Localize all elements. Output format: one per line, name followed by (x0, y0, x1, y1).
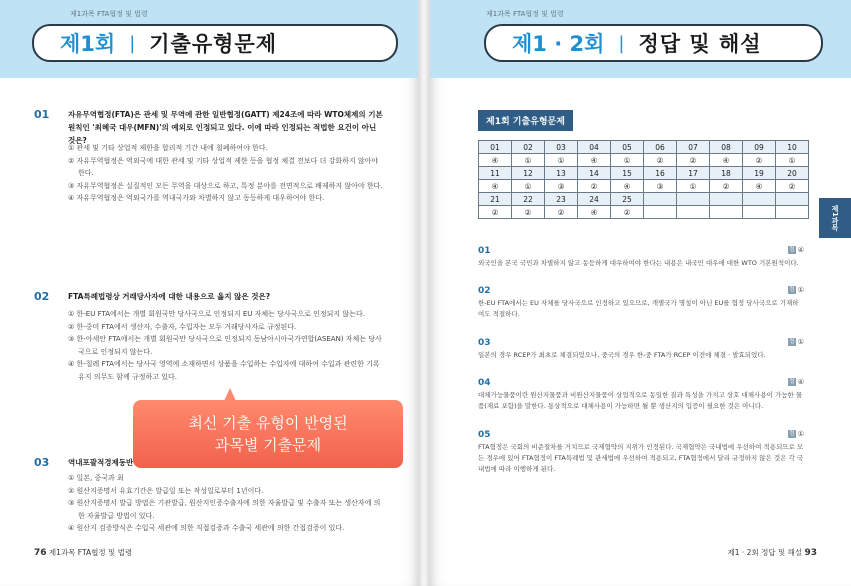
explanation-text: FTA협정은 국회의 비준절차를 거치므로 국제협약의 지위가 인정된다. 국제협약은 국내법에 우선하여 적용되므로 모든 경우에 있어 FTA협정이 FTA특례법 및 관세법에 우선하여 적용되고, FTA협정에서 달리 규정하지 않은 것은 각 국내법에 따라 이행하게 된다. (478, 443, 804, 473)
left-title-text: 기출유형문제 (149, 32, 277, 56)
answer-cell (776, 206, 809, 219)
answer-cell: 17 (677, 167, 710, 180)
answer-cell: 09 (743, 141, 776, 154)
option-2: ② 원산지증명서 유효기간은 발급일 또는 작성일로부터 1년이다. (68, 486, 264, 495)
answer-cell: ② (677, 154, 710, 167)
option-2: ② 자유무역협정은 역외국에 대한 관세 및 기타 상업적 제한 등을 협정 체결 전보다 더 강화하지 않아야 한다. (68, 156, 379, 177)
option-1: ① 관세 및 기타 상업적 제한을 합리적 기간 내에 철폐하여야 한다. (68, 144, 268, 152)
answer-cell: ④ (578, 154, 611, 167)
answer-value-row (479, 180, 809, 193)
answer-cell (710, 206, 743, 219)
left-running-head: 제1과목 FTA협정 및 법령 (70, 10, 148, 18)
answer-cell: ① (776, 154, 809, 167)
answer-cell (644, 193, 677, 206)
book-gutter (418, 0, 430, 586)
option-3: ③ 자유무역협정은 실질적인 모든 무역을 대상으로 하고, 특정 분야를 전면적으로 배제하지 않아야 한다. (68, 181, 383, 190)
answer-cell: ② (578, 180, 611, 193)
answer-cell: ② (479, 206, 512, 219)
promo-callout (133, 400, 403, 468)
question-number: 03 (34, 456, 50, 469)
answer-cell: ④ (743, 180, 776, 193)
answer-cell: 16 (644, 167, 677, 180)
answer-tag-icon: 정 (788, 430, 795, 437)
title-divider: | (129, 32, 136, 54)
right-footer (728, 547, 817, 558)
answer-value-row (479, 206, 809, 219)
explanation-number: 01 (478, 246, 491, 256)
answer-tag-icon: 정 (788, 378, 795, 385)
right-page-number: 93 (804, 548, 817, 558)
option-4: ④ 한-칠레 FTA에서는 당사국 영역에 소재하면서 상품을 수입하는 수입자에 대하여 수입과 관련한 기록유지 의무도 함께 규정하고 있다. (68, 360, 380, 381)
answer-cell: ④ (611, 180, 644, 193)
answer-cell: 01 (479, 141, 512, 154)
answer-cell (677, 206, 710, 219)
answer-cell: ③ (644, 180, 677, 193)
answer-cell: ② (512, 206, 545, 219)
answer-cell: ② (710, 180, 743, 193)
question-options (68, 308, 386, 383)
right-title-text: 정답 및 해설 (638, 32, 762, 56)
answer-cell: 18 (710, 167, 743, 180)
explanation-answer: 정 ① (788, 338, 804, 346)
option-4: ④ 자유무역협정은 역외국가를 역내국가와 차별하지 않고 동등하게 대우하여야 한다. (68, 194, 325, 202)
answer-tag-icon: 정 (788, 246, 795, 253)
right-footer-text: 제1 · 2회 정답 및 해설 (727, 548, 803, 557)
answer-cell: 06 (644, 141, 677, 154)
answer-cell: 22 (512, 193, 545, 206)
option-2: ② 한-중미 FTA에서 생산자, 수출자, 수입자는 모두 거래당사자로 규정된다. (68, 322, 297, 331)
answer-value-row (479, 154, 809, 167)
answer-cell: 20 (776, 167, 809, 180)
explanation-03 (478, 338, 804, 361)
answer-cell: ② (743, 154, 776, 167)
answer-cell: ④ (710, 154, 743, 167)
answer-cell: 04 (578, 141, 611, 154)
answer-cell: 05 (611, 141, 644, 154)
answer-cell: 23 (545, 193, 578, 206)
answer-cell (743, 193, 776, 206)
chapter-side-tab[interactable]: 제1과목 (819, 198, 851, 238)
explanation-02 (478, 286, 804, 320)
answer-cell: ④ (578, 206, 611, 219)
answer-cell: ② (545, 206, 578, 219)
right-page (430, 0, 851, 586)
explanation-answer: 정 ④ (788, 246, 804, 254)
option-3: ③ 원산지증명서 발급 방법은 기관발급, 원산지인증수출자에 의한 자율발급 및 수출자 또는 생산자에 의한 자율발급 방법이 있다. (68, 499, 381, 520)
section-label: 제1회 기출유형문제 (478, 110, 573, 131)
explanation-text: 한-EU FTA에서는 EU 자체를 당사국으로 인정하고 있으므로, 개별국가 명칭이 아닌 EU를 협정 당사국으로 기재하여도 적절하다. (478, 299, 799, 318)
explanation-answer: 정 ① (788, 430, 804, 438)
answer-cell (677, 193, 710, 206)
question-text: 역내포괄적경제동반 (68, 458, 134, 467)
left-page-number: 76 (34, 548, 47, 558)
left-footer (34, 547, 132, 558)
answer-cell: ④ (479, 180, 512, 193)
answer-cell: ① (545, 154, 578, 167)
answer-cell: ③ (545, 180, 578, 193)
answer-cell: ② (611, 206, 644, 219)
explanation-04 (478, 378, 804, 412)
answer-cell (776, 193, 809, 206)
answer-cell: 25 (611, 193, 644, 206)
explanation-text: 일본의 경우 RCEP가 최초로 체결되었으나, 중국의 경우 한-중 FTA가 RCEP 이전에 체결 · 발효되었다. (478, 351, 766, 359)
answer-cell: 08 (710, 141, 743, 154)
explanation-number: 04 (478, 378, 491, 388)
question-options (68, 472, 386, 535)
callout-line-2: 과목별 기출문제 (214, 436, 322, 454)
answer-cell: ② (644, 154, 677, 167)
explanation-text: 대체가능물품이란 원산지물품과 비원산지물품이 상업적으로 동일한 질과 특성을 가지고 상호 대체사용이 가능한 물품(재료 포함)을 말한다. 통상적으로 대체사용이 가능하면 될 뿐 생산지의 입증이 필요한 것은 아니다. (478, 391, 803, 410)
explanation-answer: 정 ④ (788, 378, 804, 386)
left-title-box (32, 24, 398, 62)
explanation-01 (478, 246, 804, 269)
answer-tag-icon: 정 (788, 286, 795, 293)
explanation-number: 05 (478, 430, 491, 440)
answer-cell (743, 206, 776, 219)
answer-cell: 19 (743, 167, 776, 180)
answer-cell: 21 (479, 193, 512, 206)
explanation-text: 외국인을 본국 국민과 차별하지 않고 동등하게 대우하여야 한다는 내용은 내국민 대우에 대한 WTO 기본원칙이다. (478, 259, 799, 267)
explanation-number: 03 (478, 338, 491, 348)
left-page (0, 0, 418, 586)
question-text: 자유무역협정(FTA)은 관세 및 무역에 관한 일반협정(GATT) 제24조에 따라 WTO체제의 기본원칙인 '최혜국 대우(MFN)'의 예외로 인정되고 있다. 이에 따라 인정되는 적법한 요건이 아닌 것은? (68, 110, 383, 145)
right-title-box (484, 24, 823, 62)
answer-cell: ① (512, 180, 545, 193)
answer-cell: 10 (776, 141, 809, 154)
answer-number-row (479, 193, 809, 206)
answer-cell (710, 193, 743, 206)
option-4: ④ 원산지 검증방식은 수입국 세관에 의한 직접검증과 수출국 세관에 의한 간접검증이 있다. (68, 524, 345, 532)
option-1: ① 한-EU FTA에서는 개별 회원국만 당사국으로 인정되지 EU 자체는 당사국으로 인정되지 않는다. (68, 310, 365, 318)
answer-cell: 02 (512, 141, 545, 154)
option-1: ① 일본, 중국과 최 (68, 474, 124, 482)
left-footer-text: 제1과목 FTA협정 및 법령 (48, 548, 133, 557)
question-number: 02 (34, 290, 50, 303)
question-text: FTA특례법령상 거래당사자에 대한 내용으로 옳지 않은 것은? (68, 292, 271, 301)
explanation-number: 02 (478, 286, 491, 296)
question-options (68, 142, 386, 205)
answer-number-row (479, 167, 809, 180)
answer-cell: 13 (545, 167, 578, 180)
answer-cell: 24 (578, 193, 611, 206)
answer-table (478, 140, 809, 219)
answer-cell: 14 (578, 167, 611, 180)
title-divider: | (618, 32, 625, 54)
answer-cell: 15 (611, 167, 644, 180)
answer-cell: ② (776, 180, 809, 193)
answer-cell: ① (611, 154, 644, 167)
answer-cell: 07 (677, 141, 710, 154)
answer-cell: 11 (479, 167, 512, 180)
right-running-head: 제1과목 FTA협정 및 법령 (486, 10, 564, 18)
right-title-number: 제1 · 2회 (512, 32, 605, 56)
answer-cell: ① (512, 154, 545, 167)
answer-cell: ① (677, 180, 710, 193)
answer-cell: 12 (512, 167, 545, 180)
explanation-answer: 정 ① (788, 286, 804, 294)
answer-number-row (479, 141, 809, 154)
answer-cell (644, 206, 677, 219)
option-3: ③ 한-아세안 FTA에서는 개별 회원국만 당사국으로 인정되지 동남아시아국가연합(ASEAN) 자체는 당사국으로 인정되지 않는다. (68, 335, 382, 356)
explanation-05 (478, 430, 804, 475)
answer-cell: 03 (545, 141, 578, 154)
answer-tag-icon: 정 (788, 338, 795, 345)
left-title-number: 제1회 (60, 32, 116, 56)
callout-line-1: 최신 기출 유형이 반영된 (188, 414, 348, 432)
question-number: 01 (34, 108, 50, 121)
answer-cell: ④ (479, 154, 512, 167)
